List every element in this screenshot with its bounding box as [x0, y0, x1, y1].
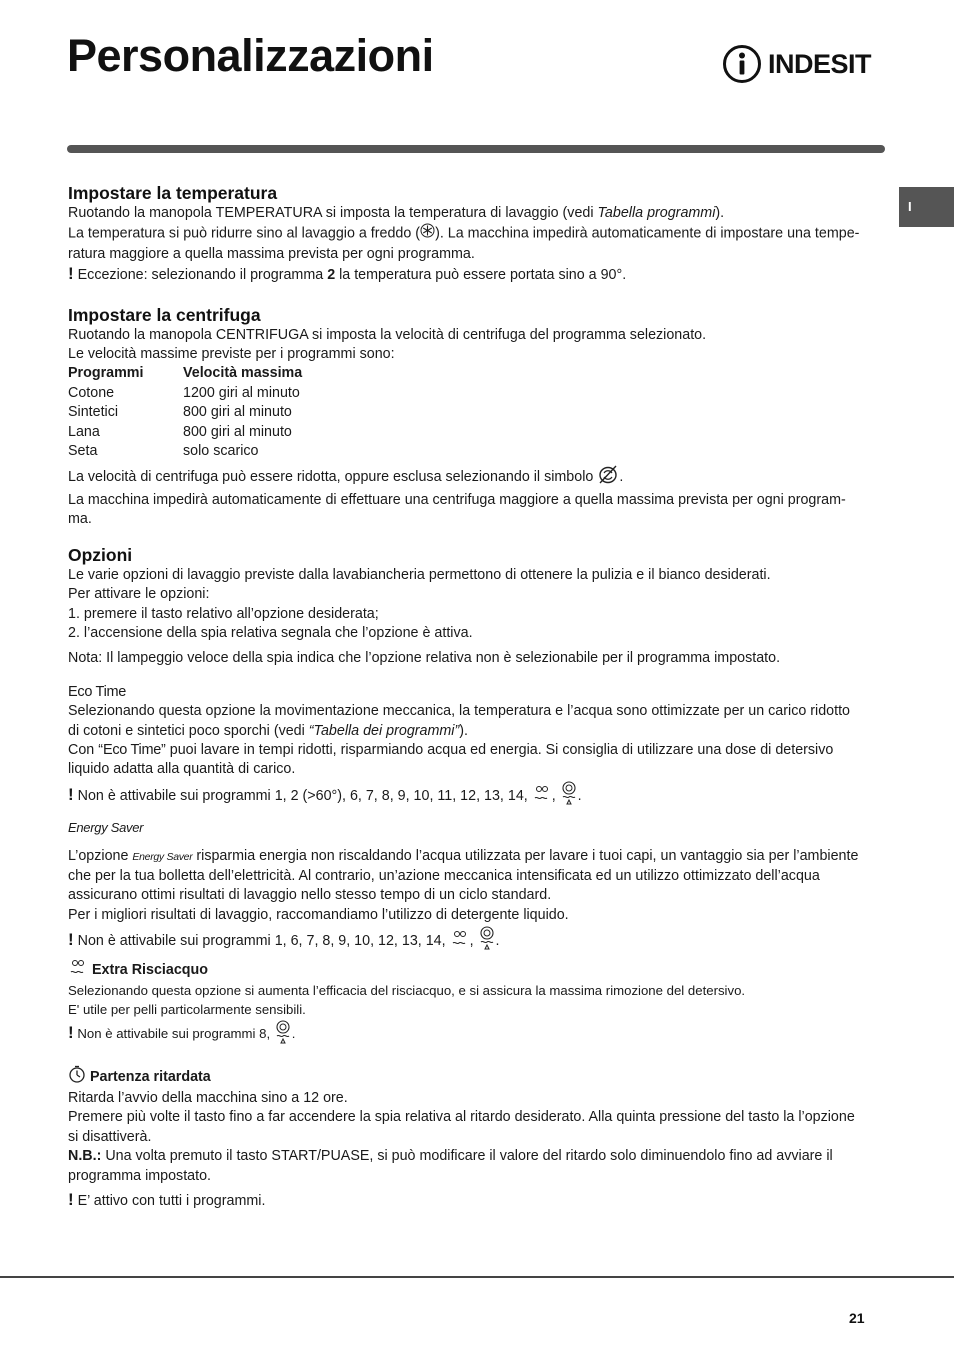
extra-rinse-icon [68, 958, 88, 982]
partenza-text: si disattiverà. [68, 1128, 152, 1145]
brand-logo [722, 44, 871, 84]
energysaver-logo: Energy Saver [68, 820, 144, 836]
risciacquo-text: Selezionando questa opzione si aumenta l’efficacia del risciacquo, e si assicura la massima rimozione del detersivo. [68, 983, 746, 998]
ecotime-logo: Eco Time [68, 683, 127, 700]
page-number: 21 [849, 1310, 865, 1326]
centrifuga-text: La macchina impedirà automaticamente di effettuare una centrifuga maggiore a quella massima prevista per ogni program- [68, 491, 846, 508]
table-row: Seta solo scarico [68, 443, 259, 460]
opzioni-step: 2. l’accensione della spia relativa segnala che l’opzione è attiva. [68, 624, 473, 641]
partenza-nb: N.B.: Una volta premuto il tasto START/PUASE, si può modificare il valore del ritardo solo diminuendolo fino ad avviare il [68, 1148, 833, 1165]
brand-name: INDESIT [768, 48, 872, 79]
energysaver-text: che per la tua bolletta dell’elettricità. Al contrario, un’azione meccanica intensificata ed un utilizzo ottimizzato dell’acqua [68, 867, 820, 884]
extra-rinse-icon [532, 784, 552, 808]
bottom-divider [0, 1276, 954, 1278]
opzioni-text: Per attivare le opzioni: [68, 586, 210, 603]
temperatura-text: La temperatura si può ridurre sino al lavaggio a freddo ( ). La macchina impedirà automaticamente di impostare una tempe- [68, 223, 884, 244]
table-row: Lana 800 giri al minuto [68, 423, 292, 440]
snowflake-icon [420, 223, 435, 244]
warning-icon: ! [68, 930, 74, 950]
centrifuga-text: Ruotando la manopola CENTRIFUGA si imposta la velocità di centrifuga del programma selezionato. [68, 326, 707, 343]
risciacquo-text: E' utile per pelli particolarmente sensibili. [68, 1001, 306, 1017]
warning-icon: ! [68, 264, 74, 284]
energysaver-text: assicurano ottimi risultati di lavaggio nello stesso tempo di un ciclo standard. [68, 887, 552, 904]
ecotime-note: ! Non è attivabile sui programmi 1, 2 (>60°), 6, 7, 8, 9, 10, 11, 12, 13, 14, , . [68, 780, 884, 812]
wool-icon [478, 925, 496, 957]
column-header: Programmi [68, 365, 144, 382]
wool-icon [274, 1019, 292, 1051]
ecotime-inline-logo: Eco Time [102, 741, 162, 758]
partenza-note: ! E’ attivo con tutti i programmi. [68, 1189, 266, 1209]
ecotime-text: di cotoni e sintetici poco sporchi (vedi “Tabella dei programmi”). [68, 722, 468, 739]
extra-rinse-icon [450, 929, 470, 953]
opzioni-text: Le varie opzioni di lavaggio previste dalla lavabiancheria permettono di ottenere la pulizia e il bianco desiderati. [68, 566, 771, 583]
top-divider [67, 145, 885, 153]
extra-risciacquo-heading: Extra Risciacquo [68, 958, 884, 982]
energysaver-inline-logo: Energy Saver [132, 850, 193, 863]
language-tab: I [899, 187, 954, 227]
main-content [68, 182, 884, 1211]
column-header: Velocità massima [183, 365, 303, 382]
ecotime-text: liquido adatta alla quantità di carico. [68, 761, 296, 778]
table-row: Sintetici 800 giri al minuto [68, 404, 292, 421]
warning-icon: ! [68, 784, 74, 804]
section-heading-temperatura: Impostare la temperatura [68, 183, 278, 203]
table-row: Cotone 1200 giri al minuto [68, 384, 300, 401]
opzioni-nota: Nota: Il lampeggio veloce della spia indica che l’opzione relativa non è selezionabile per il programma impostato. [68, 650, 781, 667]
partenza-ritardata-heading: Partenza ritardata [68, 1065, 884, 1089]
partenza-text: Ritarda l’avvio della macchina sino a 12 ore. [68, 1089, 348, 1106]
energysaver-note: ! Non è attivabile sui programmi 1, 6, 7, 8, 9, 10, 12, 13, 14, , . [68, 925, 884, 957]
centrifuga-text: Le velocità massime previste per i programmi sono: [68, 346, 395, 363]
ecotime-text: Con “Eco Time” puoi lavare in tempi ridotti, risparmiando acqua ed energia. Si consiglia di utilizzare una dose di detersivo [68, 741, 834, 758]
table-header-row [68, 364, 302, 383]
centrifuga-text: ma. [68, 511, 92, 528]
page-title: Personalizzazioni [67, 30, 434, 81]
risciacquo-note: ! Non è attivabile sui programmi 8, . [68, 1019, 884, 1051]
warning-icon: ! [68, 1023, 74, 1043]
partenza-text: programma impostato. [68, 1167, 212, 1184]
energysaver-text: L’opzione Energy Saver risparmia energia non riscaldando l’acqua utilizzata per lavare i tuoi capi, un vantaggio sia per l’ambiente [68, 847, 859, 864]
timer-icon [68, 1065, 86, 1089]
temperatura-text: Ruotando la manopola TEMPERATURA si imposta la temperatura di lavaggio (vedi Tabella programmi). [68, 205, 725, 221]
warning-icon: ! [68, 1189, 74, 1209]
wool-icon [560, 780, 578, 812]
ecotime-text: Selezionando questa opzione la movimentazione meccanica, la temperatura e l’acqua sono ottimizzate per un carico ridotto [68, 703, 851, 720]
temperatura-note: ! Eccezione: selezionando il programma 2 la temperatura può essere portata sino a 90°. [68, 264, 627, 284]
partenza-text: Premere più volte il tasto fino a far accendere la spia relativa al ritardo desiderato. Alla quinta pressione del tasto la l’opzione [68, 1109, 855, 1126]
no-spin-icon [597, 464, 619, 490]
opzioni-step: 1. premere il tasto relativo all’opzione desiderata; [68, 605, 379, 622]
temperatura-text: ratura maggiore a quella massima prevista per ogni programma. [68, 245, 475, 262]
energysaver-text: Per i migliori risultati di lavaggio, raccomandiamo l’utilizzo di detergente liquido. [68, 906, 569, 923]
centrifuga-text: La velocità di centrifuga può essere ridotta, oppure esclusa selezionando il simbolo . [68, 464, 884, 490]
section-heading-opzioni: Opzioni [68, 544, 133, 565]
indesit-i-logo-icon [722, 44, 762, 84]
speed-table [68, 364, 302, 461]
section-heading-centrifuga: Impostare la centrifuga [68, 304, 261, 325]
